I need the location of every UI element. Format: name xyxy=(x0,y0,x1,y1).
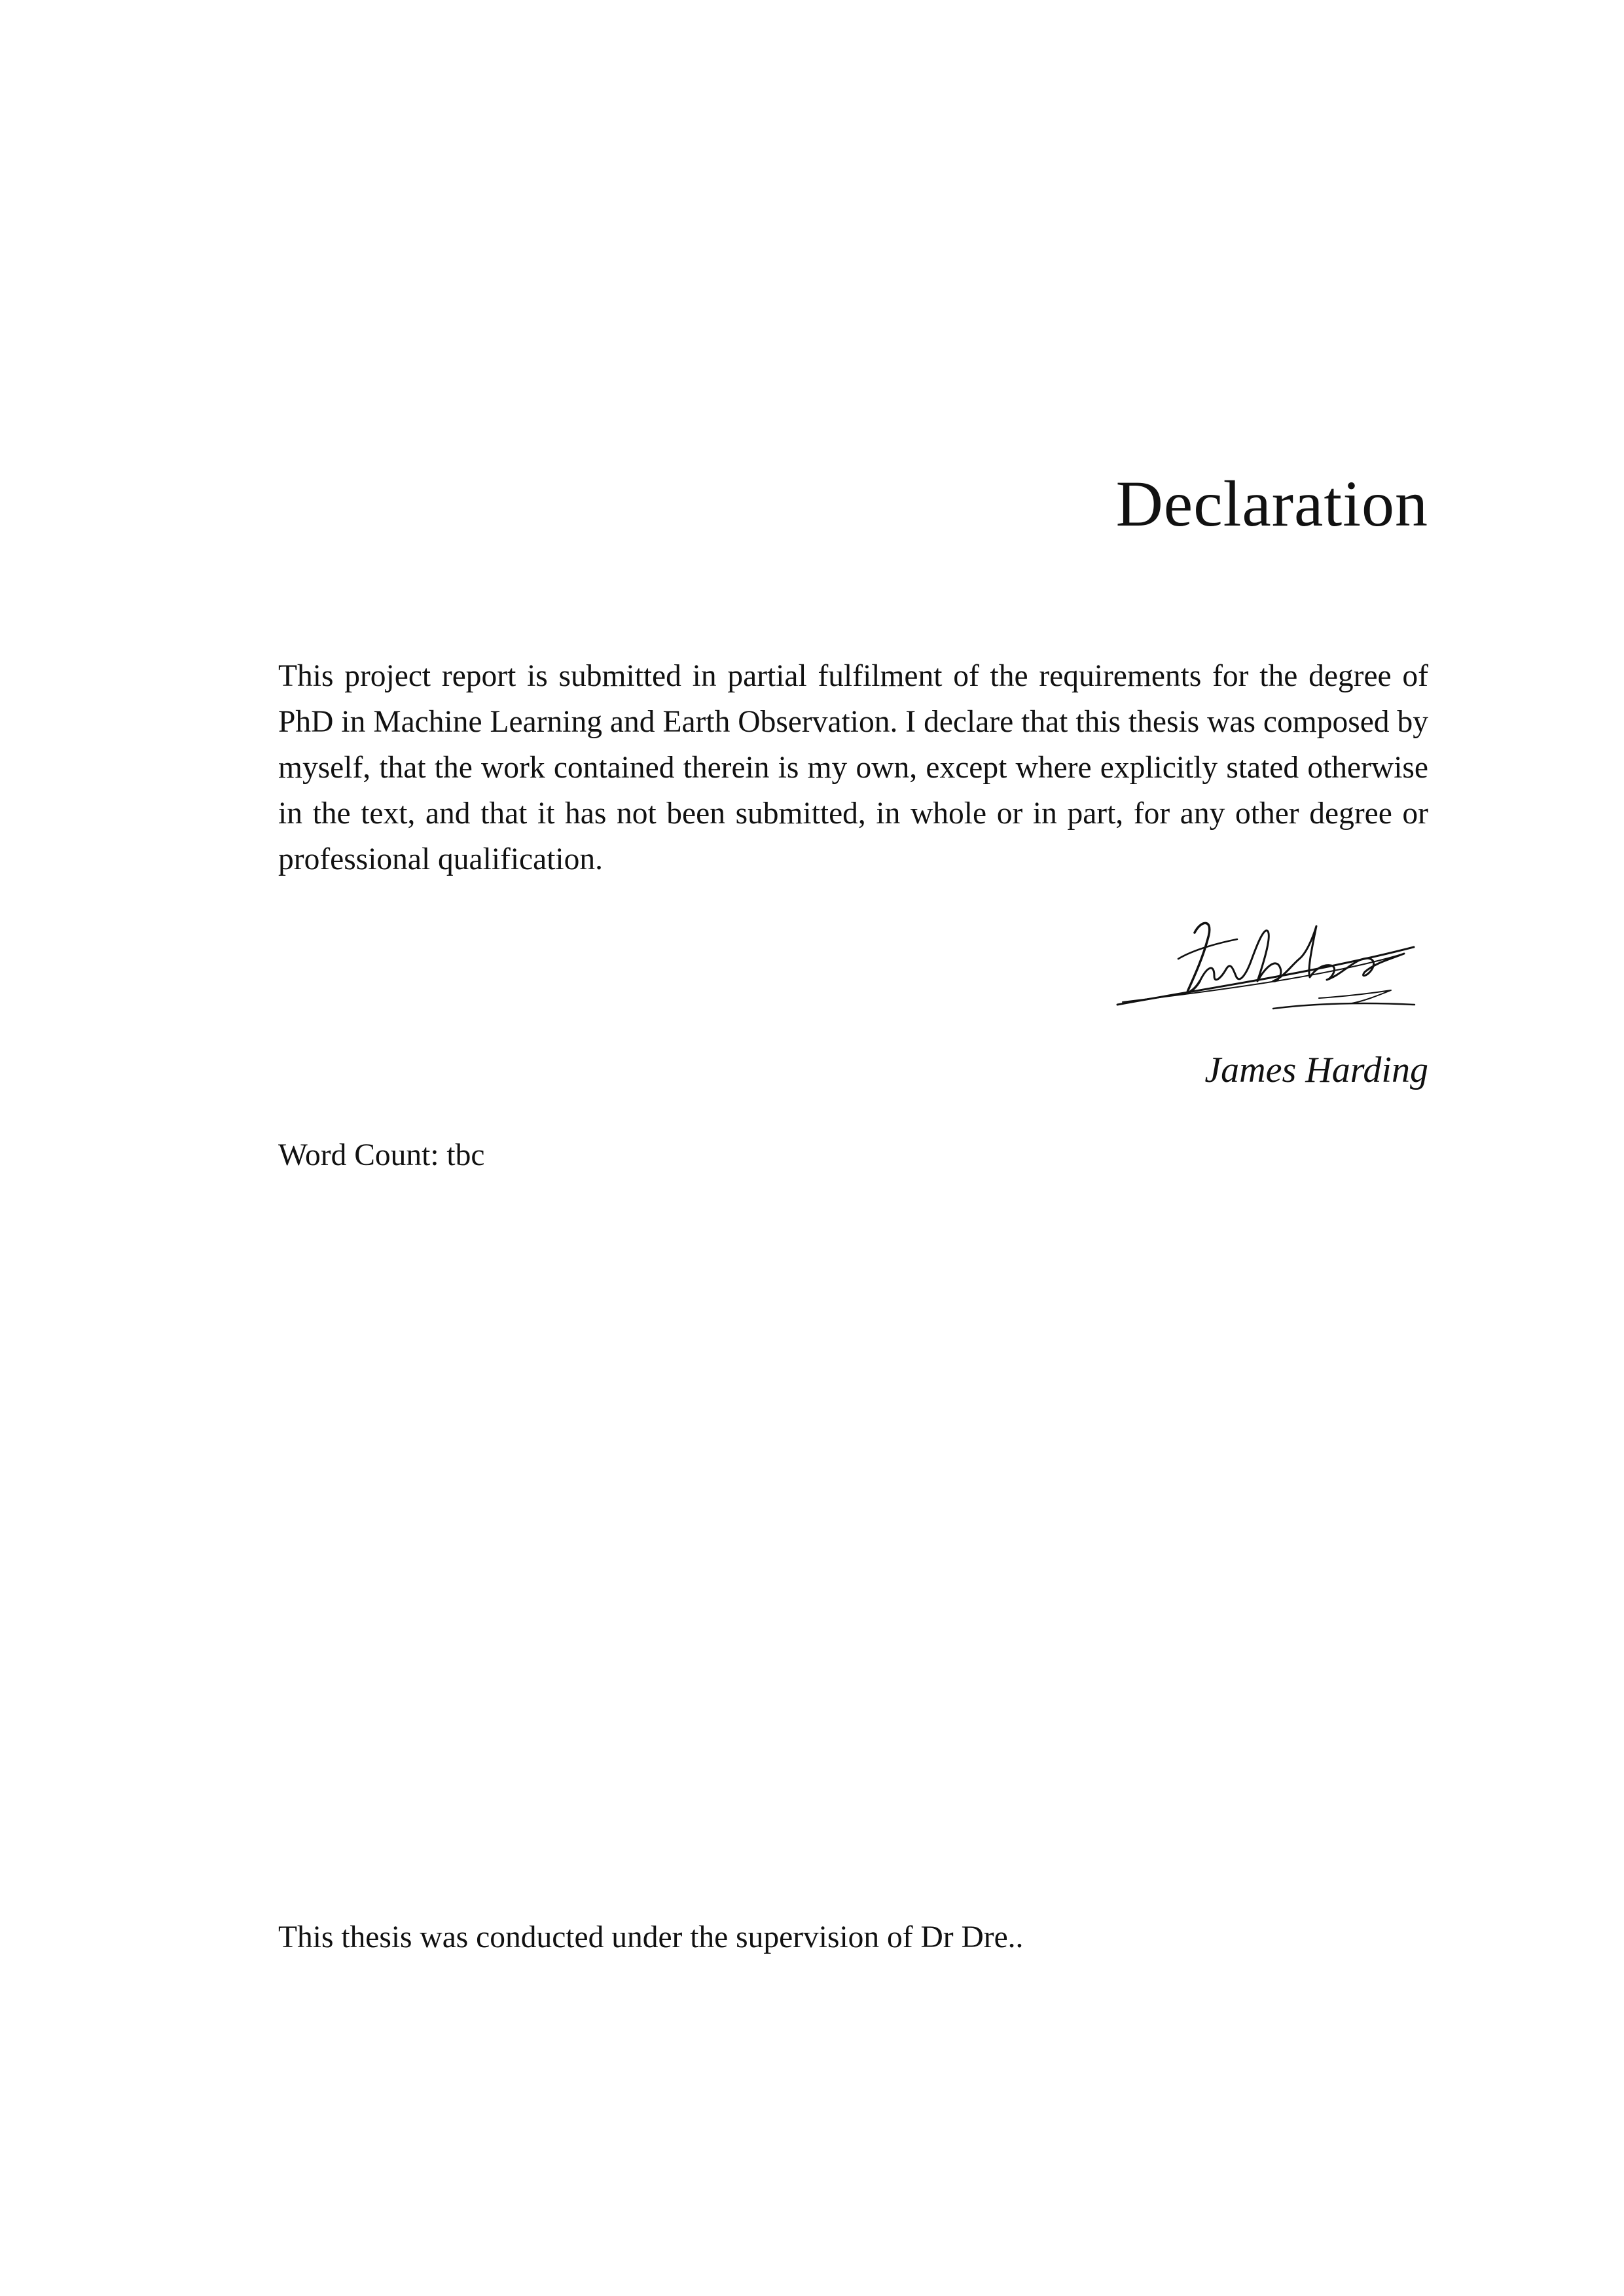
handwritten-signature xyxy=(1116,913,1417,1011)
paragraph-line: in the text, and that it has not been submitted, in whole or in part, for any other degree or xyxy=(278,797,1428,831)
declaration-paragraph xyxy=(278,653,1428,882)
paragraph-line: myself, that the work contained therein is my own, except where explicitly stated otherwise xyxy=(278,751,1428,785)
author-name: James Harding xyxy=(1204,1050,1428,1090)
paragraph-line: professional qualification. xyxy=(278,842,603,876)
paragraph-line: PhD in Machine Learning and Earth Observation. I declare that this thesis was composed by xyxy=(278,705,1428,739)
word-count: Word Count: tbc xyxy=(278,1138,485,1172)
paragraph-line: This project report is submitted in partial fulfilment of the requirements for the degree of xyxy=(278,659,1428,693)
page-title: Declaration xyxy=(1115,467,1428,540)
supervision-note: This thesis was conducted under the supervision of Dr Dre.. xyxy=(278,1920,1024,1954)
